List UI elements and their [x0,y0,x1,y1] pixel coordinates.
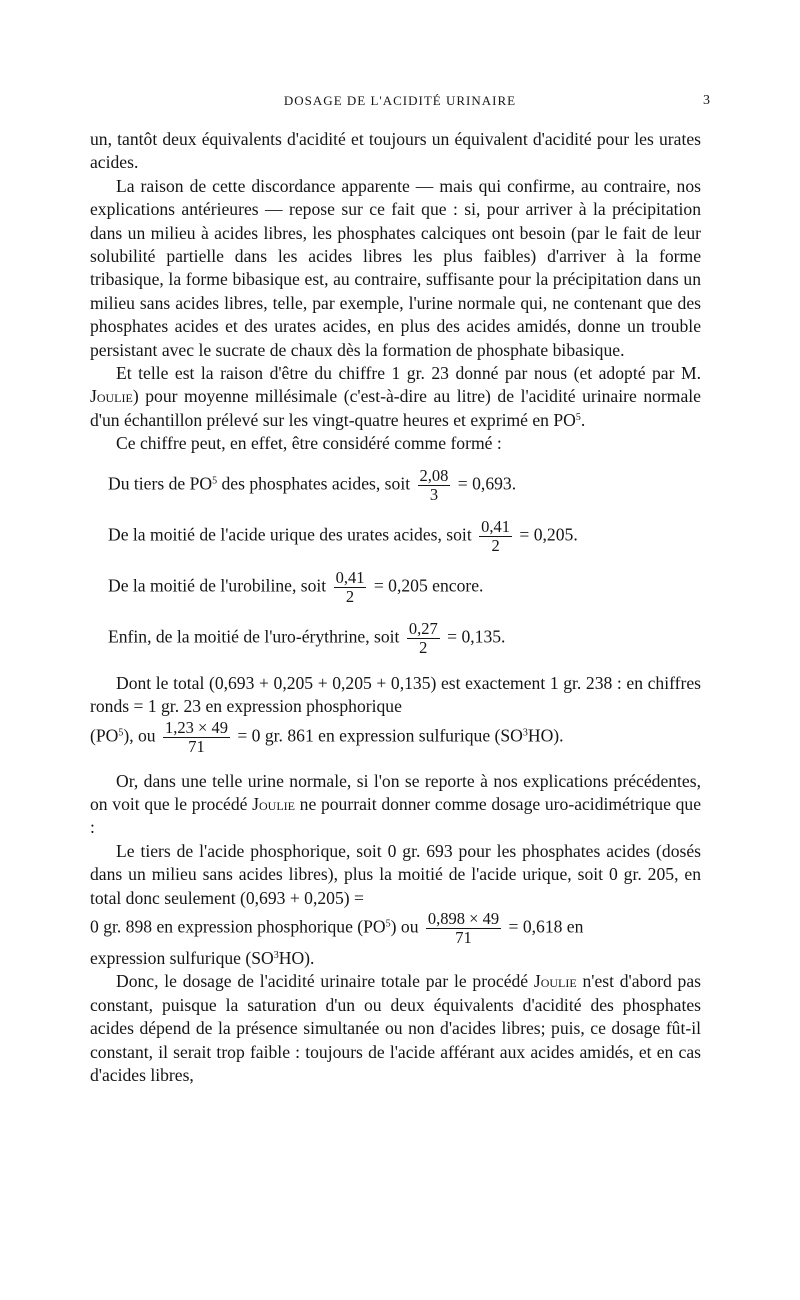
superscript: 3 [522,727,528,739]
page-header [90,93,710,113]
fraction-numerator: 0,27 [408,618,438,638]
author-name: Joulie [90,386,133,407]
paragraph-1: un, tantôt deux équivalents d'acidité et toujours un équivalent d'acidité pour les urates acides. [90,129,701,173]
superscript: 5 [385,918,391,930]
fraction-denominator: 71 [455,927,472,947]
p7-line2-mid: ) ou [390,916,419,937]
formula-3-lead: De la moitié de l'urobiline, soit [108,575,327,596]
formula-4-result: = 0,135. [447,626,506,647]
paragraph-5: Dont le total (0,693 + 0,205 + 0,205 + 0,135) est exactement 1 gr. 238 : en chiffres ronds = 1 gr. 23 en expression phosphorique [90,672,701,717]
fraction-denominator: 3 [429,484,439,504]
paragraph-6 [90,770,701,840]
paragraph-8-text-a: Donc, le dosage de l'acidité urinaire totale par le procédé [116,971,534,992]
p7-line2-after: = 0,618 en [508,916,584,937]
fraction [426,910,501,947]
fraction-numerator: 0,898 × 49 [427,908,500,928]
fraction [479,518,512,555]
paragraph-4: Ce chiffre peut, en effet, être considéré comme formé : [116,433,502,454]
p7-line2-lead: 0 gr. 898 en expression phosphorique (PO [90,916,386,937]
formula-1-result: = 0,693. [457,473,517,494]
fraction [407,620,440,657]
fraction-denominator: 2 [345,586,355,606]
p5-line2-end: HO). [527,725,564,746]
paragraph-8-text-b: n'est d'abord pas constant, puisque la saturation d'un ou deux équivalents d'acidité des phosphates acides dépend de la présence simultanée ou non d'acides libres; puis, ce dosage fût-il constant, il serait trop faible : toujours de l'acide afférant aux acides amidés, et en cas d'acides libres, [90,971,701,1085]
p5-line2-mid: ), ou [123,725,156,746]
author-name: Joulie [533,971,577,992]
paragraph-2: La raison de cette discordance apparente — mais qui confirme, au contraire, nos explications antérieures — repose sur ce fait que : si, pour arriver à la précipitation dans un milieu à acides libres, les phosphates calciques ont besoin (par le fait de leur solubilité partielle dans les acides libres les plus faibles) d'arriver à la forme tribasique, la forme bibasique est, au contraire, suffisante pour la précipitation dans un milieu sans acides libres, telle, par exemple, l'urine normale qui, ne contenant que des phosphates acides et des urates acides, en plus des acides amidés, donne un trouble persistant avec le sucrate de chaux dès la formation de phosphate bibasique. [90,175,701,360]
paragraph-3-end: . [580,409,586,430]
fraction-denominator: 2 [419,637,428,657]
superscript: 3 [273,949,279,961]
p7-line3-lead: expression sulfurique (SO [90,947,274,968]
paragraph-8 [90,970,701,1087]
paragraph-7: Le tiers de l'acide phosphorique, soit 0 gr. 693 pour les phosphates acides (dosés dans un milieu sans acides libres), plus la moitié de l'acide urique, soit 0 gr. 205, en total donc seulement (0,693 + 0,205) = [90,840,701,908]
superscript: 5 [212,475,218,487]
paragraph-6-text-a: Or, dans une telle urine normale, si l'on se reporte à nos explications précédentes, on voit que le procédé [90,770,701,814]
formula-1-mid: des phosphates acides, soit [217,473,411,494]
paragraph-3-text-a: Et telle est la raison d'être du chiffre 1 gr. 23 donné par nous (et adopté par M. [116,363,701,384]
fraction-denominator: 2 [491,535,500,555]
paragraph-5-fraction-line [90,719,701,756]
p5-line2-after: = 0 gr. 861 en expression sulfurique (SO [237,725,523,746]
fraction [334,569,367,606]
paragraph-3-text-b: ) pour moyenne millésimale (c'est-à-dire au litre) de l'acidité urinaire normale d'un échantillon prélevé sur les vingt-quatre heures et exprimé en PO [90,386,701,430]
author-name: Joulie [252,793,295,814]
running-title: DOSAGE DE L'ACIDITÉ URINAIRE [283,93,517,108]
fraction-numerator: 1,23 × 49 [165,717,228,737]
formula-1-lead: Du tiers de PO [108,473,213,494]
formula-4-lead: Enfin, de la moitié de l'uro-érythrine, soit [108,626,400,647]
formula-2-lead: De la moitié de l'acide urique des urates acides, soit [108,524,472,545]
p7-line3-end: HO). [278,947,315,968]
formula-line-4 [90,613,701,664]
body-text [90,128,701,1087]
formula-3-result: = 0,205 encore. [373,575,484,596]
superscript: 5 [118,727,124,739]
fraction [163,719,230,756]
formula-line-2 [90,511,701,562]
formula-2-result: = 0,205. [519,524,578,545]
paragraph-7-last-line [90,947,701,970]
paragraph-3 [90,362,701,432]
fraction-denominator: 71 [188,736,205,756]
formula-line-3 [90,562,701,613]
paragraph-7-fraction-line [90,910,701,947]
superscript: 5 [575,411,581,423]
formula-line-1 [90,460,701,511]
fraction [418,467,451,504]
paragraph-6-text-b: ne pourrait donner comme dosage uro-acidimétrique que : [90,793,701,838]
fraction-numerator: 0,41 [335,567,365,587]
p5-line2-lead: (PO [90,725,119,746]
page-number: 3 [703,93,710,108]
fraction-numerator: 2,08 [419,465,449,485]
fraction-numerator: 0,41 [481,516,510,536]
